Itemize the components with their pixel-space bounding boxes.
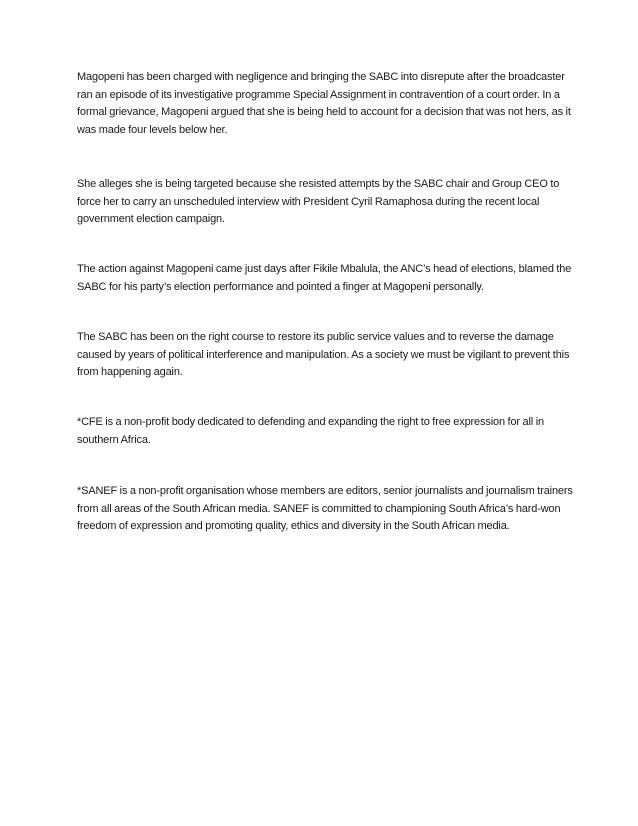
paragraph-charges: Magopeni has been charged with negligence and bringing the SABC into disrepute after the broadcaster ran an episode of its investigative programme Special Assignment in contravention of a court order. In a formal grievance, Magopeni argued that she is being held to account for a decision that was not hers, as it was made four levels below her. — [77, 71, 571, 136]
paragraph-cfe-note: *CFE is a non-profit body dedicated to defending and expanding the right to free expression for all in southern Africa. — [77, 416, 544, 446]
paragraph-allegation: She alleges she is being targeted because she resisted attempts by the SABC chair and Group CEO to force her to carry an unscheduled interview with President Cyril Ramaphosa during the recent local government election campaign. — [77, 178, 560, 225]
paragraph-sabc-course: The SABC has been on the right course to restore its public service values and to reverse the damage caused by years of political interference and manipulation. As a society we must be vigilant to prevent this from happening again. — [77, 331, 570, 378]
paragraph-mbalula: The action against Magopeni came just days after Fikile Mbalula, the ANC’s head of elections, blamed the SABC for his party’s election performance and pointed a finger at Magopeni personally. — [77, 263, 572, 293]
paragraph-sanef-note: *SANEF is a non-profit organisation whose members are editors, senior journalists and journalism trainers from all areas of the South African media. SANEF is committed to championing South Africa’s hard-won freedom of expression and promoting quality, ethics and diversity in the South African media. — [77, 485, 573, 532]
